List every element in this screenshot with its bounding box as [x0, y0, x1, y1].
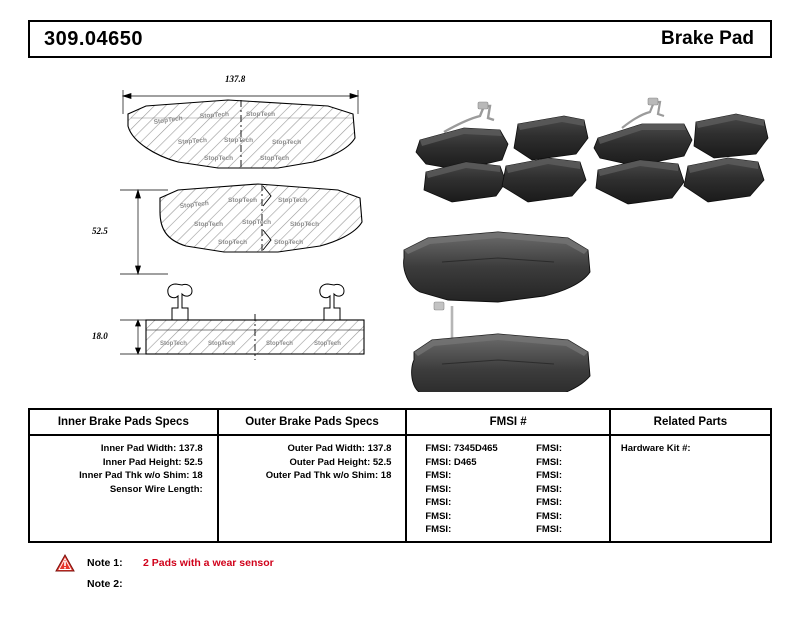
fmsi-right-0: FMSI: [536, 443, 562, 454]
svg-text:StopTech: StopTech [224, 137, 254, 144]
svg-text:StopTech: StopTech [228, 197, 258, 204]
inner-pad-height: Inner Pad Height: 52.5 [102, 456, 203, 468]
outer-specs-body [219, 436, 406, 541]
outer-pad-height: Outer Pad Height: 52.5 [289, 456, 392, 468]
note-2-label: Note 2: [87, 577, 123, 590]
fmsi-right-3: FMSI: [536, 483, 562, 495]
fmsi-left-0: FMSI: 7345D465 [425, 443, 498, 454]
related-parts-column [611, 410, 770, 541]
inner-specs-body [30, 436, 217, 541]
svg-text:StopTech: StopTech [153, 114, 184, 126]
outer-specs-column [219, 410, 408, 541]
inner-specs-header: Inner Brake Pads Specs [30, 410, 217, 436]
svg-text:StopTech: StopTech [278, 197, 308, 204]
related-parts-body [611, 436, 770, 541]
fmsi-left-6: FMSI: [425, 524, 452, 535]
sensor-wire-length: Sensor Wire Length: [109, 483, 203, 495]
svg-text:StopTech: StopTech [242, 219, 272, 226]
header-bar [28, 20, 772, 58]
note-1-value: 2 Pads with a wear sensor [143, 556, 274, 569]
fmsi-right-1: FMSI: [536, 456, 562, 468]
fmsi-left-4: FMSI: [425, 497, 452, 508]
fmsi-right-2: FMSI: [536, 470, 562, 481]
notes-section [55, 552, 555, 594]
fmsi-right-6: FMSI: [536, 524, 562, 535]
fmsi-left-3: FMSI: [425, 483, 452, 495]
svg-text:StopTech: StopTech [199, 110, 230, 120]
header-right [400, 22, 770, 56]
hardware-kit-number: Hardware Kit #: [620, 443, 691, 454]
part-number: 309.04650 [44, 27, 144, 50]
related-parts-header: Related Parts [611, 410, 770, 436]
dimension-width-label: 137.8 [225, 74, 246, 84]
svg-text:StopTech: StopTech [218, 239, 248, 246]
svg-text:StopTech: StopTech [204, 155, 234, 162]
dimension-thickness-label: 18.0 [92, 331, 108, 341]
outer-pad-thickness: Outer Pad Thk w/o Shim: 18 [265, 470, 392, 481]
technical-drawing [28, 62, 772, 392]
svg-text:StopTech: StopTech [177, 136, 208, 146]
warning-icon [55, 554, 75, 572]
fmsi-left-5: FMSI: [425, 510, 452, 522]
page-title: Brake Pad [661, 28, 754, 49]
fmsi-left-1: FMSI: D465 [425, 456, 477, 468]
fmsi-right-5: FMSI: [536, 510, 562, 522]
specs-table [28, 408, 772, 543]
svg-text:StopTech: StopTech [246, 111, 276, 118]
svg-text:StopTech: StopTech [179, 199, 210, 210]
svg-text:StopTech: StopTech [314, 341, 341, 347]
note-row-2 [55, 573, 555, 594]
header-left [30, 22, 400, 56]
svg-text:StopTech: StopTech [194, 221, 224, 228]
fmsi-right-list [508, 442, 609, 541]
outer-specs-header: Outer Brake Pads Specs [219, 410, 406, 436]
dimension-height-label: 52.5 [92, 226, 108, 236]
svg-text:StopTech: StopTech [208, 341, 235, 347]
fmsi-left-list [407, 442, 508, 541]
svg-text:StopTech: StopTech [290, 221, 320, 228]
drawing-svg [28, 62, 772, 392]
fmsi-column [407, 410, 611, 541]
inner-pad-width: Inner Pad Width: 137.8 [100, 443, 203, 454]
fmsi-left-2: FMSI: [425, 470, 452, 481]
svg-text:StopTech: StopTech [274, 239, 304, 246]
svg-text:StopTech: StopTech [272, 139, 302, 146]
fmsi-header: FMSI # [407, 410, 609, 436]
note-1-label: Note 1: [87, 556, 123, 569]
outer-pad-width: Outer Pad Width: 137.8 [287, 443, 392, 454]
inner-pad-thickness: Inner Pad Thk w/o Shim: 18 [79, 470, 203, 481]
svg-text:StopTech: StopTech [260, 155, 290, 162]
note-row-1 [55, 552, 555, 573]
fmsi-body [407, 436, 609, 541]
svg-text:StopTech: StopTech [160, 341, 187, 347]
svg-text:StopTech: StopTech [266, 341, 293, 347]
inner-specs-column [30, 410, 219, 541]
fmsi-right-4: FMSI: [536, 497, 562, 508]
